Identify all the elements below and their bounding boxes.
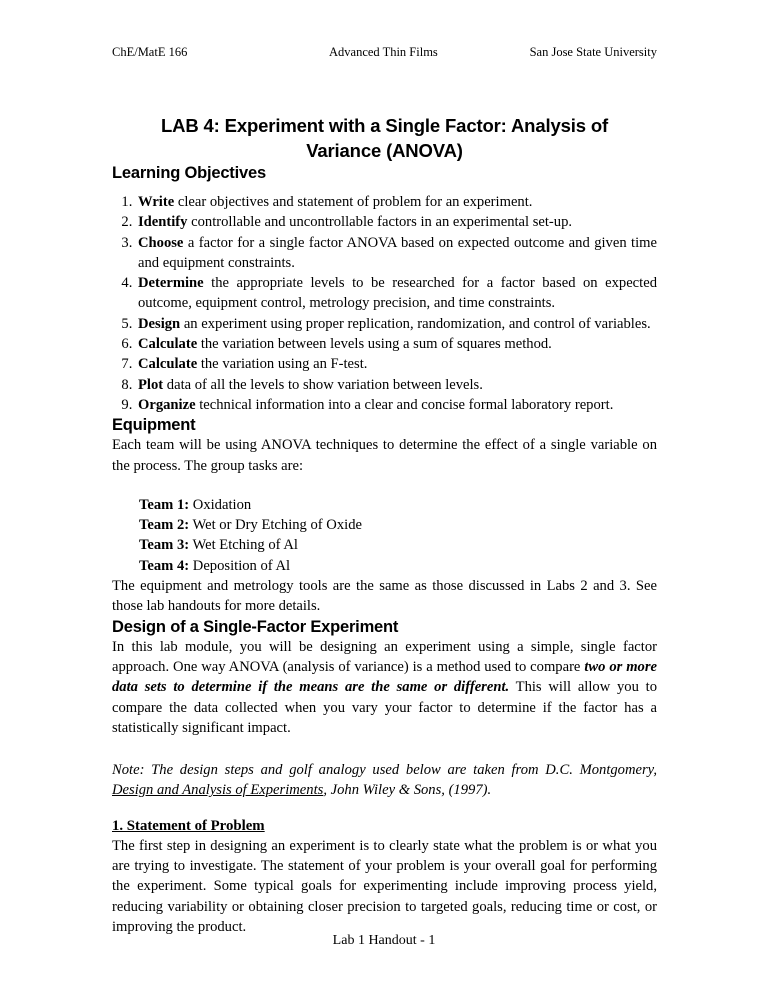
list-item-lead: Calculate [138,336,198,353]
list-item-lead: Plot [138,376,164,393]
page-footer: Lab 1 Handout - 1 [332,933,436,948]
list-item-text: the variation using an F-test. [197,356,368,373]
list-item [136,233,657,274]
list-item-text: clear objectives and statement of problem for an experiment. [174,194,533,210]
list-item-text: a factor for a single factor ANOVA based on expected outcome and given time and equipment constraints. [138,234,657,271]
header-course-code: ChE/MatE 166 [112,45,188,59]
section-heading-design: Design of a Single-Factor Experiment [112,617,399,636]
team-task-list [112,495,657,576]
list-item [136,273,657,314]
list-item-lead: Choose [138,234,184,251]
page-content [112,44,657,937]
list-item-lead: Calculate [138,356,198,373]
team-label: Team 3: [139,537,190,554]
list-item-text: the appropriate levels to be researched for a factor based on expected outcome, equipment control, metrology precision, and time constraints. [138,275,657,312]
header-institution-name: San Jose State University [529,45,657,59]
note-book-title: Design and Analysis of Experiments [112,782,324,799]
list-item-text: data of all the levels to show variation between levels. [163,376,483,393]
list-item [139,495,657,515]
list-item-text: controllable and uncontrollable factors in an experimental set-up. [187,214,573,231]
team-task: Wet or Dry Etching of Oxide [189,517,362,534]
team-label: Team 4: [139,557,190,574]
list-item-lead: Write [138,194,175,210]
page-title: LAB 4: Experiment with a Single Factor: Analysis of Variance (ANOVA) [160,115,609,161]
design-paragraph-part1: In this lab module, you will be designing an experiment using a simple, single factor approach. One way ANOVA (analysis of variance) is a method used to compare [112,638,657,675]
section-heading-learning-objectives: Learning Objectives [112,164,266,182]
header-course-title: Advanced Thin Films [329,45,438,59]
equipment-intro-paragraph: Each team will be using ANOVA techniques to determine the effect of a single variable on the process. The group tasks are: [112,437,657,474]
design-paragraph [112,637,657,738]
list-item [136,212,657,232]
list-item-text: technical information into a clear and concise formal laboratory report. [195,396,614,413]
list-item-text: the variation between levels using a sum of squares method. [197,336,552,353]
note-part2: , John Wiley & Sons, (1997). [323,782,492,799]
list-item-lead: Organize [138,396,196,413]
note-part1: Note: The design steps and golf analogy used below are taken from D.C. Montgomery, [112,762,657,779]
team-label: Team 1: [139,496,190,513]
team-task: Deposition of Al [189,557,291,574]
team-task: Oxidation [189,496,252,513]
montgomery-citation-note [112,760,657,801]
list-item-lead: Identify [138,214,188,231]
subsection-heading-statement-of-problem [112,816,657,836]
equipment-outro-paragraph: The equipment and metrology tools are the same as those discussed in Labs 2 and 3. See those lab handouts for more details. [112,578,657,615]
running-header [112,44,657,66]
list-item [136,334,657,354]
list-item [136,354,657,374]
list-item [136,192,657,212]
list-item [139,556,657,576]
list-item-text: an experiment using proper replication, randomization, and control of variables. [180,315,651,332]
team-label: Team 2: [139,517,190,534]
learning-objectives-list [112,192,657,415]
section-heading-equipment: Equipment [112,416,196,435]
design-paragraph-part2: This will allow you to compare the data collected when you vary your factor to determine if the factor has a statistically significant impact. [112,679,657,736]
list-item [136,314,657,334]
list-item-lead: Determine [138,275,204,292]
team-task: Wet Etching of Al [189,537,298,554]
subsection-heading-text: 1. Statement of Problem [112,817,265,834]
list-item-lead: Design [138,315,181,332]
list-item [136,395,657,415]
statement-of-problem-paragraph: The first step in designing an experiment is to clearly state what the problem is or what you are trying to investigate. The statement of your problem is your overall goal for performing the experiment. Some typical goals for experimenting include improving process yield, reducing variability or obtaining closer precision to targeted goals, reducing time or cost, or improving the product. [112,837,657,935]
design-paragraph-emphasis: two or more data sets to determine if the means are the same or different. [112,658,657,696]
list-item [139,535,657,555]
list-item [136,375,657,395]
list-item [139,515,657,535]
